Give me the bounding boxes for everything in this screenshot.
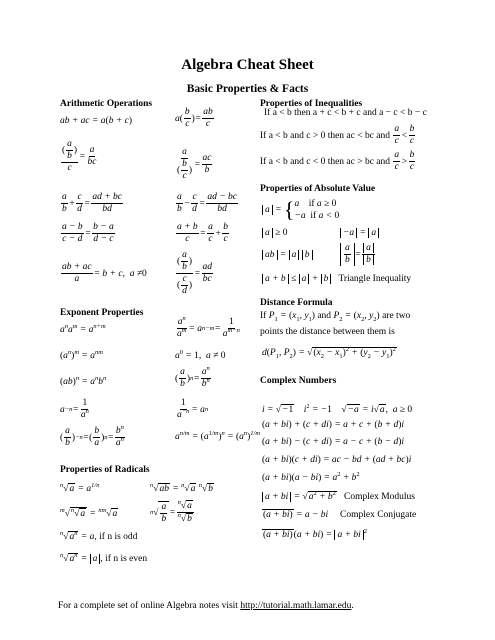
formula-compound-fraction-1: ( $\frac{a}{b}$ ) c = a bc: [62, 139, 97, 173]
complex-heading: Complex Numbers: [260, 376, 337, 386]
formula-imaginary-unit: i = √−1 $i^2 = -1$ √−a = i√a, a ≥ 0: [262, 402, 413, 415]
formula-compound-fraction-2: a ( $\frac{b}{c}$ ) = ac b: [177, 147, 212, 181]
formula-complex-difference: (a + bi) − (c + di) = a − c + (b − d)i: [262, 437, 405, 447]
formula-complex-sum: (a + bi) + (c + di) = a + c + (b + d)i: [262, 420, 405, 430]
formula-radical-def: $^n√a = a^{1/n}$: [60, 481, 100, 494]
formula-radical-even: $^n√a^n = a$ , if n is even: [60, 551, 148, 564]
formula-triangle-inequality: a + b ≤ a + b Triangle Inequality: [262, 274, 411, 284]
formula-split-fraction: a + b c = a c + b c: [177, 222, 229, 244]
distance-points-line: If $P_1 = (x_1$, $y_1$) and $P_2 = (x_2$, $y_2$) are two: [260, 311, 411, 323]
inequality-positive-multiply: If a < b and c > 0 then ac < bc and a c < b c: [260, 124, 415, 146]
radicals-heading: Properties of Radicals: [60, 465, 150, 475]
formula-distributive: ab + ac = a ( b + c ): [60, 116, 133, 126]
inequalities-heading: Properties of Inequalities: [260, 99, 363, 109]
formula-fraction-sum: a b + c d = ad + bc bd: [62, 192, 122, 214]
formula-abs-product: ab = a b: [262, 250, 313, 260]
formula-abs-definition: a = { a if a ≥ 0 −a if a < 0: [262, 198, 339, 222]
formula-complex-modulus-squared: (a + bi)(a + bi) = a + bi $^2$: [263, 527, 368, 540]
formula-abs-nonneg: a ≥ 0: [262, 228, 287, 238]
inequality-negative-multiply: If a < b and c < 0 then ac > bc and a c > b c: [260, 150, 415, 172]
page-subtitle: Basic Properties & Facts: [186, 83, 309, 95]
formula-radical-product: $^n$√ab = $^n$√a $^n$√b: [150, 481, 213, 494]
formula-complex-conjugate-product: $(a + bi)(a - bi) = a^2 + b^2$: [262, 470, 360, 483]
formula-distance: $d(P_1$, $P_2) = √(x_2 - x_1)^2 + (y_2 - y_1)^2$: [262, 345, 396, 360]
distance-points-text: points the distance between them is: [260, 327, 395, 337]
distance-heading: Distance Formula: [260, 298, 333, 308]
formula-exp-rational: $a^{n/m} = (a^{1/m})^n = (a^n)^{1/m}$: [175, 429, 261, 442]
formula-exp-zero: $a^0 = 1$, a ≠ 0: [175, 348, 226, 361]
formula-a-times-b-over-c: a ( b c ) = ab c: [175, 107, 213, 129]
footer-note: For a complete set of online Algebra notes visit http://tutorial.math.lamar.edu.: [58, 601, 354, 611]
formula-exp-product: $a^na^m = a^{n+m}$: [60, 322, 106, 335]
formula-exp-negative-fraction: ( a b ) −n = ( b a ) n = $b^n$ $a^n$: [60, 423, 124, 448]
formula-factor-divide: ab + ac a = b + c , a ≠ 0: [62, 262, 147, 284]
formula-exp-negative-reciprocal: 1 $a^{-n}$ = a n: [177, 398, 209, 420]
formula-complex-conjugate: (a + bi) = a − bi Complex Conjugate: [263, 510, 417, 520]
formula-abs-quotient: $\frac{a}{b}$ = a b: [340, 243, 376, 266]
exponent-heading: Exponent Properties: [60, 308, 144, 318]
formula-exp-power: $(a^n)^m = a^{nm}$: [60, 348, 103, 361]
formula-complex-modulus: a + bi = $√a^2 + b^2$ Complex Modulus: [262, 491, 415, 502]
page-title: Algebra Cheat Sheet: [181, 57, 314, 73]
formula-abs-negation: −a = a: [340, 228, 379, 238]
formula-radical-quotient: n √ $\frac{a}{b}$ = $^n$√a $^n$√b: [150, 498, 192, 524]
formula-complex-product: (a + bi)(c + di) = ac − bd + (ad + bc)i: [262, 455, 412, 465]
formula-fraction-difference: a b − c d = ad − bc bd: [177, 192, 237, 214]
inequality-addition: If a < b then a + c < b + c and a − c < b − c: [264, 108, 427, 118]
formula-exp-quotient-power: ( a b ) n = $a^n$ $b^n$: [175, 364, 210, 389]
footer-link[interactable]: http://tutorial.math.lamar.edu: [240, 601, 352, 611]
arithmetic-heading: Arithmetic Operations: [60, 99, 153, 109]
formula-exp-quotient: $a^n$ $a^m$ = a n−m = 1 $a^{m-n}$: [177, 314, 240, 339]
formula-radical-nested: $^m$√$^n$√a = $^{nm}$√a: [60, 506, 118, 519]
formula-sign-swap: a − b c − d = b − a d − c: [62, 222, 114, 244]
formula-exp-product-power: $(ab)^n = a^nb^n$: [60, 374, 107, 387]
formula-fraction-division: ( $\frac{a}{b}$ ) ( $\frac{c}{d}$ ) = ad bc: [177, 250, 213, 296]
absolute-heading: Properties of Absolute Value: [260, 184, 376, 194]
formula-radical-odd: $^n√a^n = a$, if n is odd: [60, 529, 138, 542]
formula-exp-negative: a −n = 1 $a^n$: [60, 398, 89, 420]
